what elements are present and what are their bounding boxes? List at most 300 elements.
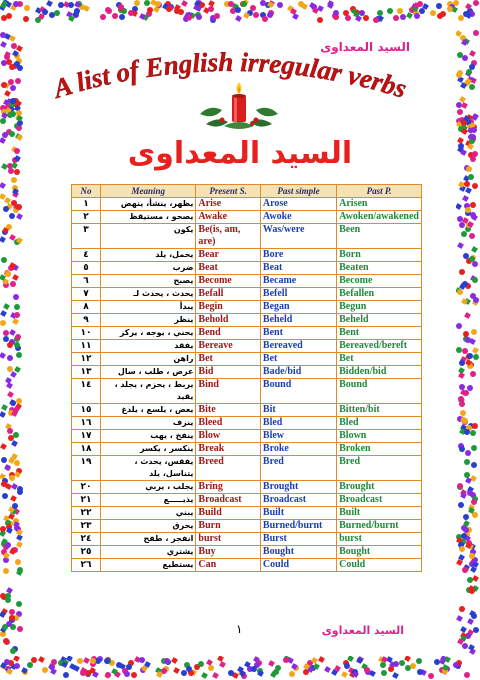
row-meaning: يعض ، يلسع ، يلدغ bbox=[101, 404, 196, 417]
confetti-dot bbox=[54, 10, 60, 16]
confetti-dot bbox=[464, 312, 471, 319]
verbs-table-body bbox=[72, 198, 422, 572]
row-past-participle: Bereaved/bereft bbox=[337, 340, 422, 353]
row-number: ١٤ bbox=[72, 379, 101, 404]
row-past-simple: Arose bbox=[260, 198, 336, 211]
row-present-simple: Break bbox=[196, 443, 261, 456]
confetti-border-left bbox=[0, 24, 24, 656]
confetti-dot bbox=[270, 671, 277, 678]
confetti-dot bbox=[277, 2, 283, 8]
row-meaning: يحني ، يوجه ، يركز bbox=[101, 327, 196, 340]
row-past-simple: Beat bbox=[260, 262, 336, 275]
confetti-dot bbox=[228, 1, 234, 7]
confetti-dot bbox=[46, 0, 53, 7]
confetti-dot bbox=[201, 672, 208, 679]
confetti-dot bbox=[0, 611, 6, 618]
confetti-dot bbox=[456, 72, 462, 78]
confetti-dot bbox=[388, 666, 394, 672]
row-number: ٥ bbox=[72, 262, 101, 275]
table-row bbox=[72, 456, 422, 481]
confetti-dot bbox=[461, 102, 468, 109]
row-past-simple: Bred bbox=[260, 456, 336, 481]
row-present-simple: Arise bbox=[196, 198, 261, 211]
col-header-no: No bbox=[72, 185, 101, 198]
row-present-simple: Broadcast bbox=[196, 494, 261, 507]
confetti-dot bbox=[139, 657, 145, 663]
confetti-dot bbox=[465, 337, 471, 343]
row-number: ١١ bbox=[72, 340, 101, 353]
confetti-dot bbox=[462, 195, 469, 202]
row-past-participle: Broadcast bbox=[337, 494, 422, 507]
confetti-dot bbox=[0, 411, 6, 418]
table-row bbox=[72, 417, 422, 430]
confetti-dot bbox=[356, 657, 363, 664]
confetti-dot bbox=[181, 0, 188, 7]
confetti-dot bbox=[0, 236, 6, 243]
confetti-dot bbox=[16, 398, 22, 404]
table-row bbox=[72, 224, 422, 249]
row-present-simple: Bind bbox=[196, 379, 261, 404]
row-meaning: يذيـــــع bbox=[101, 494, 196, 507]
confetti-dot bbox=[2, 624, 8, 630]
confetti-dot bbox=[468, 174, 474, 180]
confetti-dot bbox=[461, 533, 467, 539]
confetti-dot bbox=[458, 372, 465, 379]
arabic-title: السيد المعداوى bbox=[127, 136, 353, 171]
row-number: ٧ bbox=[72, 288, 101, 301]
confetti-dot bbox=[134, 0, 140, 6]
confetti-dot bbox=[456, 615, 463, 622]
row-past-simple: Brought bbox=[260, 481, 336, 494]
row-number: ١٠ bbox=[72, 327, 101, 340]
confetti-dot bbox=[461, 231, 467, 237]
confetti-dot bbox=[7, 355, 13, 361]
row-meaning: يظهر، ينشأ، ينهض bbox=[101, 198, 196, 211]
confetti-dot bbox=[42, 667, 48, 673]
header-author: السيد المعداوى bbox=[320, 40, 410, 54]
table-row bbox=[72, 340, 422, 353]
row-meaning: يفقد bbox=[101, 340, 196, 353]
confetti-dot bbox=[428, 673, 434, 679]
confetti-dot bbox=[473, 0, 479, 6]
confetti-dot bbox=[13, 294, 19, 300]
row-meaning: يبدأ bbox=[101, 301, 196, 314]
confetti-dot bbox=[469, 588, 475, 594]
confetti-dot bbox=[6, 527, 13, 534]
confetti-dot bbox=[469, 64, 475, 70]
row-number: ١٢ bbox=[72, 353, 101, 366]
confetti-dot bbox=[241, 1, 247, 7]
confetti-dot bbox=[461, 128, 468, 135]
row-present-simple: Bring bbox=[196, 481, 261, 494]
confetti-dot bbox=[0, 310, 7, 317]
table-row bbox=[72, 288, 422, 301]
confetti-dot bbox=[116, 662, 122, 668]
confetti-dot bbox=[464, 672, 470, 678]
confetti-dot bbox=[8, 435, 14, 441]
row-meaning: يحرق bbox=[101, 520, 196, 533]
confetti-dot bbox=[416, 658, 422, 664]
confetti-dot bbox=[61, 661, 68, 668]
confetti-dot bbox=[414, 13, 420, 19]
confetti-dot bbox=[343, 10, 349, 16]
confetti-dot bbox=[173, 667, 180, 674]
confetti-border-top bbox=[0, 0, 480, 24]
row-meaning: ضرب bbox=[101, 262, 196, 275]
table-row bbox=[72, 559, 422, 572]
confetti-dot bbox=[462, 281, 468, 287]
confetti-dot bbox=[58, 2, 64, 8]
row-meaning: ينكسر ، يكسر bbox=[101, 443, 196, 456]
confetti-dot bbox=[10, 281, 16, 287]
confetti-dot bbox=[463, 331, 469, 337]
row-past-simple: Awoke bbox=[260, 211, 336, 224]
row-meaning: يبني bbox=[101, 507, 196, 520]
table-row bbox=[72, 262, 422, 275]
confetti-dot bbox=[212, 672, 219, 679]
confetti-dot bbox=[324, 666, 331, 673]
row-past-participle: Arisen bbox=[337, 198, 422, 211]
row-present-simple: Build bbox=[196, 507, 261, 520]
row-past-participle: Brought bbox=[337, 481, 422, 494]
confetti-dot bbox=[453, 662, 459, 668]
row-past-participle: Blown bbox=[337, 430, 422, 443]
confetti-dot bbox=[196, 14, 202, 20]
row-present-simple: Awake bbox=[196, 211, 261, 224]
row-past-simple: Befell bbox=[260, 288, 336, 301]
row-past-simple: Burst bbox=[260, 533, 336, 546]
confetti-dot bbox=[6, 668, 13, 675]
confetti-dot bbox=[11, 440, 18, 447]
confetti-dot bbox=[404, 656, 411, 662]
row-present-simple: Bereave bbox=[196, 340, 261, 353]
row-past-participle: Been bbox=[337, 224, 422, 249]
row-present-simple: Bear bbox=[196, 249, 261, 262]
confetti-dot bbox=[16, 352, 22, 358]
confetti-dot bbox=[459, 384, 465, 390]
confetti-dot bbox=[10, 495, 17, 502]
confetti-dot bbox=[459, 446, 465, 452]
confetti-dot bbox=[469, 84, 475, 90]
row-present-simple: burst bbox=[196, 533, 261, 546]
confetti-dot bbox=[469, 256, 475, 262]
row-past-participle: Bound bbox=[337, 379, 422, 404]
confetti-dot bbox=[12, 318, 19, 325]
confetti-dot bbox=[17, 489, 23, 495]
confetti-dot bbox=[104, 658, 110, 664]
confetti-dot bbox=[235, 7, 241, 13]
confetti-dot bbox=[10, 98, 16, 104]
confetti-dot bbox=[457, 483, 463, 489]
confetti-dot bbox=[459, 606, 465, 612]
confetti-dot bbox=[105, 672, 111, 678]
row-past-participle: Begun bbox=[337, 301, 422, 314]
table-row bbox=[72, 507, 422, 520]
confetti-dot bbox=[5, 271, 11, 277]
confetti-dot bbox=[471, 445, 477, 451]
confetti-dot bbox=[119, 14, 125, 20]
row-present-simple: Breed bbox=[196, 456, 261, 481]
confetti-dot bbox=[472, 347, 479, 354]
confetti-dot bbox=[38, 656, 45, 663]
confetti-dot bbox=[3, 206, 9, 212]
confetti-dot bbox=[0, 320, 6, 326]
confetti-dot bbox=[83, 657, 90, 664]
row-present-simple: Bid bbox=[196, 366, 261, 379]
table-row bbox=[72, 546, 422, 559]
confetti-dot bbox=[7, 112, 13, 118]
row-meaning: ينفخ ، يهب bbox=[101, 430, 196, 443]
row-past-participle: Could bbox=[337, 559, 422, 572]
row-meaning: ينظر bbox=[101, 314, 196, 327]
table-row bbox=[72, 314, 422, 327]
confetti-dot bbox=[147, 7, 153, 13]
row-past-simple: Was/were bbox=[260, 224, 336, 249]
confetti-dot bbox=[473, 627, 479, 633]
confetti-dot bbox=[208, 665, 214, 671]
confetti-dot bbox=[14, 471, 21, 478]
row-past-simple: Bade/bid bbox=[260, 366, 336, 379]
row-past-simple: Could bbox=[260, 559, 336, 572]
confetti-dot bbox=[9, 213, 15, 219]
confetti-dot bbox=[131, 672, 137, 678]
table-row bbox=[72, 379, 422, 404]
confetti-dot bbox=[369, 670, 376, 677]
confetti-dot bbox=[100, 14, 106, 20]
confetti-dot bbox=[472, 423, 478, 429]
row-past-simple: Broke bbox=[260, 443, 336, 456]
row-past-participle: Bred bbox=[337, 456, 422, 481]
confetti-dot bbox=[333, 10, 339, 16]
row-past-simple: Began bbox=[260, 301, 336, 314]
row-past-participle: Broken bbox=[337, 443, 422, 456]
row-past-participle: Bet bbox=[337, 353, 422, 366]
confetti-dot bbox=[275, 665, 281, 671]
confetti-dot bbox=[11, 410, 18, 417]
confetti-dot bbox=[434, 659, 440, 665]
row-past-participle: Burned/burnt bbox=[337, 520, 422, 533]
confetti-dot bbox=[318, 656, 325, 663]
confetti-dot bbox=[464, 459, 470, 465]
confetti-dot bbox=[447, 6, 453, 12]
table-row bbox=[72, 249, 422, 262]
confetti-dot bbox=[260, 0, 266, 6]
confetti-dot bbox=[0, 352, 6, 359]
row-past-participle: Beheld bbox=[337, 314, 422, 327]
row-present-simple: Burn bbox=[196, 520, 261, 533]
row-number: ١٨ bbox=[72, 443, 101, 456]
confetti-dot bbox=[195, 5, 202, 12]
row-number: ٢٠ bbox=[72, 481, 101, 494]
confetti-dot bbox=[13, 1, 19, 7]
confetti-dot bbox=[465, 207, 471, 213]
row-number: ١٧ bbox=[72, 430, 101, 443]
confetti-dot bbox=[457, 242, 464, 249]
confetti-dot bbox=[464, 181, 470, 187]
confetti-dot bbox=[90, 658, 96, 664]
confetti-dot bbox=[7, 391, 14, 398]
row-number: ٢ bbox=[72, 211, 101, 224]
confetti-dot bbox=[1, 457, 7, 463]
row-past-participle: Built bbox=[337, 507, 422, 520]
row-past-participle: Beaten bbox=[337, 262, 422, 275]
confetti-dot bbox=[10, 85, 16, 91]
confetti-dot bbox=[465, 187, 472, 194]
confetti-dot bbox=[105, 7, 111, 13]
confetti-dot bbox=[457, 289, 463, 295]
confetti-dot bbox=[13, 656, 20, 662]
confetti-dot bbox=[9, 475, 15, 481]
confetti-dot bbox=[456, 203, 462, 210]
confetti-dot bbox=[317, 17, 323, 23]
confetti-dot bbox=[470, 293, 476, 299]
confetti-dot bbox=[268, 660, 275, 667]
confetti-dot bbox=[1, 481, 7, 487]
row-present-simple: Befall bbox=[196, 288, 261, 301]
row-past-simple: Burned/burnt bbox=[260, 520, 336, 533]
confetti-dot bbox=[456, 323, 462, 329]
confetti-dot bbox=[472, 261, 478, 267]
confetti-dot bbox=[467, 353, 473, 359]
row-meaning: يحدث ، يحدث لـ bbox=[101, 288, 196, 301]
row-number: ٢٤ bbox=[72, 533, 101, 546]
confetti-dot bbox=[440, 11, 446, 17]
confetti-dot bbox=[251, 666, 257, 672]
confetti-dot bbox=[3, 638, 9, 644]
row-past-simple: Bound bbox=[260, 379, 336, 404]
confetti-dot bbox=[457, 109, 463, 115]
confetti-dot bbox=[472, 183, 478, 189]
row-present-simple: Behold bbox=[196, 314, 261, 327]
confetti-dot bbox=[15, 334, 21, 340]
row-past-participle: Bitten/bit bbox=[337, 404, 422, 417]
confetti-dot bbox=[381, 670, 387, 676]
confetti-dot bbox=[166, 6, 172, 12]
table-row bbox=[72, 211, 422, 224]
row-past-participle: Bent bbox=[337, 327, 422, 340]
table-row bbox=[72, 430, 422, 443]
confetti-dot bbox=[465, 12, 472, 19]
confetti-dot bbox=[16, 204, 22, 210]
confetti-dot bbox=[235, 15, 242, 22]
table-row bbox=[72, 198, 422, 211]
confetti-dot bbox=[469, 553, 475, 559]
col-header-past-participle: Past P. bbox=[337, 185, 422, 198]
confetti-dot bbox=[3, 303, 10, 310]
confetti-dot bbox=[16, 601, 22, 607]
confetti-dot bbox=[4, 90, 11, 97]
confetti-dot bbox=[164, 658, 170, 664]
row-number: ٩ bbox=[72, 314, 101, 327]
table-row bbox=[72, 533, 422, 546]
row-past-simple: Broadcast bbox=[260, 494, 336, 507]
confetti-dot bbox=[459, 222, 465, 228]
confetti-dot bbox=[7, 342, 13, 348]
col-header-past: Past simple bbox=[260, 185, 336, 198]
confetti-dot bbox=[16, 569, 23, 576]
confetti-dot bbox=[2, 493, 8, 499]
confetti-dot bbox=[430, 10, 436, 16]
row-meaning: عرض ، طلب ، سال bbox=[101, 366, 196, 379]
confetti-dot bbox=[289, 671, 295, 677]
confetti-dot bbox=[400, 14, 406, 20]
confetti-dot bbox=[471, 329, 477, 335]
confetti-dot bbox=[0, 32, 6, 38]
confetti-dot bbox=[112, 13, 118, 19]
confetti-dot bbox=[128, 10, 134, 16]
confetti-dot bbox=[15, 78, 21, 84]
confetti-dot bbox=[0, 443, 7, 450]
row-meaning: يصحو ، مستيقظ bbox=[101, 211, 196, 224]
row-past-simple: Bet bbox=[260, 353, 336, 366]
row-past-participle: Bled bbox=[337, 417, 422, 430]
confetti-dot bbox=[298, 1, 304, 7]
row-present-simple: Blow bbox=[196, 430, 261, 443]
table-row bbox=[72, 275, 422, 288]
confetti-dot bbox=[462, 418, 468, 424]
confetti-dot bbox=[456, 559, 463, 566]
row-past-participle: Befallen bbox=[337, 288, 422, 301]
confetti-dot bbox=[17, 65, 23, 71]
confetti-dot bbox=[77, 658, 83, 664]
confetti-dot bbox=[118, 4, 124, 10]
table-row bbox=[72, 353, 422, 366]
row-number: ١٥ bbox=[72, 404, 101, 417]
confetti-dot bbox=[9, 64, 15, 70]
table-row bbox=[72, 494, 422, 507]
row-meaning: يحمل، يلد bbox=[101, 249, 196, 262]
confetti-dot bbox=[14, 663, 20, 669]
confetti-dot bbox=[14, 304, 20, 310]
row-present-simple: Can bbox=[196, 559, 261, 572]
confetti-dot bbox=[80, 670, 86, 676]
row-number: ٦ bbox=[72, 275, 101, 288]
row-number: ١٩ bbox=[72, 456, 101, 481]
confetti-dot bbox=[14, 460, 20, 466]
row-number: ٢١ bbox=[72, 494, 101, 507]
confetti-dot bbox=[459, 269, 465, 275]
confetti-dot bbox=[124, 671, 130, 677]
row-number: ١ bbox=[72, 198, 101, 211]
row-number: ٢٣ bbox=[72, 520, 101, 533]
page-number: ١ bbox=[236, 622, 243, 636]
confetti-dot bbox=[6, 13, 12, 19]
row-past-participle: Bought bbox=[337, 546, 422, 559]
row-number: ٢٦ bbox=[72, 559, 101, 572]
confetti-dot bbox=[462, 567, 468, 573]
row-past-participle: Become bbox=[337, 275, 422, 288]
confetti-dot bbox=[458, 502, 464, 508]
confetti-dot bbox=[399, 660, 405, 666]
row-present-simple: Buy bbox=[196, 546, 261, 559]
confetti-dot bbox=[1, 257, 7, 263]
confetti-dot bbox=[49, 664, 55, 670]
confetti-dot bbox=[156, 671, 163, 678]
verbs-table bbox=[71, 184, 422, 572]
table-row bbox=[72, 366, 422, 379]
confetti-dot bbox=[473, 30, 479, 36]
row-present-simple: Bleed bbox=[196, 417, 261, 430]
row-number: ٤ bbox=[72, 249, 101, 262]
confetti-dot bbox=[463, 514, 469, 520]
confetti-dot bbox=[12, 503, 18, 509]
confetti-dot bbox=[470, 202, 476, 208]
confetti-dot bbox=[417, 669, 423, 675]
confetti-dot bbox=[410, 663, 416, 669]
confetti-dot bbox=[219, 661, 226, 668]
confetti-dot bbox=[387, 8, 393, 14]
confetti-dot bbox=[465, 477, 472, 484]
